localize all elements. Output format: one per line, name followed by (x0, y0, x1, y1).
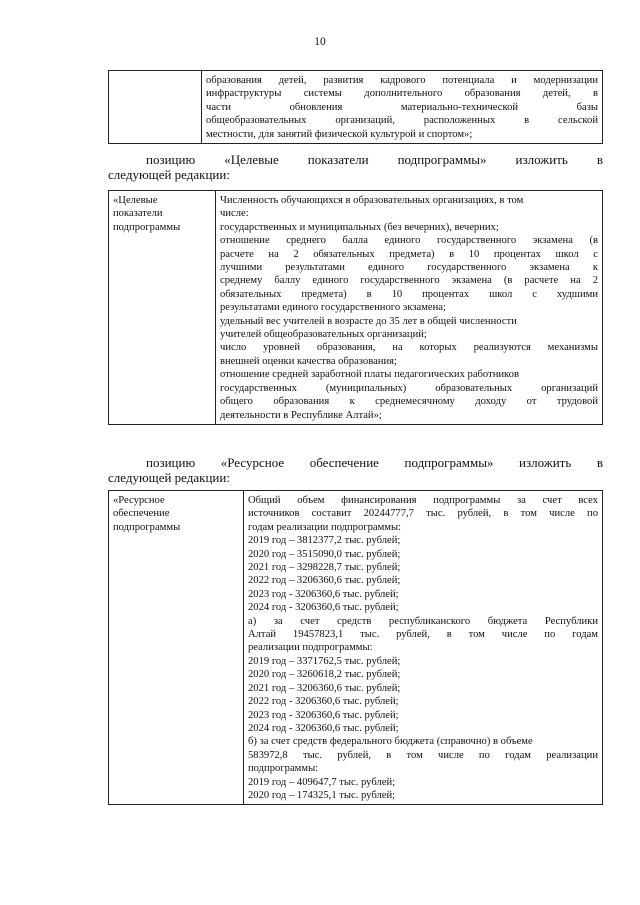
paragraph-line: позицию «Целевые показатели подпрограммы» изложить в (146, 153, 603, 167)
text-line: 2021 год – 3298228,7 тыс. рублей; (248, 562, 401, 574)
text-line: числе: (220, 208, 249, 220)
paragraph-line: следующей редакции: (108, 469, 230, 485)
text-line: число уровней образования, на которых реализуются механизмы (220, 342, 598, 354)
text-line: 2019 год – 3371762,5 тыс. рублей; (248, 655, 401, 667)
text-line: источников составит 20244777,7 тыс. рублей, в том числе по (248, 508, 598, 520)
text-line: учителей общеобразовательных организаций; (220, 329, 427, 341)
text-line: Численность обучающихся в образовательных организациях, в том (220, 195, 524, 206)
text-line: удельный вес учителей в возрасте до 35 лет в общей численности (220, 315, 517, 327)
text-line: внешней оценки качества образования; (220, 355, 397, 367)
table-resource-provision (108, 490, 603, 805)
table-cell-label (109, 491, 244, 805)
text-line: части обновления материально-технической базы (206, 101, 598, 113)
table-cell-empty (109, 71, 202, 144)
text-line: общего образования к среднемесячному доходу от трудовой (220, 396, 598, 408)
paragraph-line: следующей редакции: (108, 166, 230, 182)
text-line: 2020 год – 3260618,2 тыс. рублей; (248, 669, 401, 681)
table-target-indicators (108, 190, 603, 425)
label-line: «Целевые (113, 195, 158, 206)
label-line: «Ресурсное (113, 495, 165, 506)
table-cell-text (202, 71, 603, 144)
text-line: местности, для занятий физической культурой и спортом»; (206, 128, 473, 140)
text-line: 583972,8 тыс. рублей, в том числе по годам реализации (248, 749, 598, 761)
text-line: образования детей, развития кадрового потенциала и модернизации (206, 75, 598, 86)
text-line: 2022 год - 3206360,6 тыс. рублей; (248, 696, 399, 708)
text-line: общеобразовательных организаций, расположенных в сельской (206, 115, 598, 127)
text-line: обязательных предмета) в 10 процентах школ с худшими (220, 288, 598, 300)
text-line: реализации подпрограммы: (248, 642, 373, 654)
page-number: 10 (314, 36, 326, 48)
text-line: 2024 год - 3206360,6 тыс. рублей; (248, 602, 399, 614)
text-line: среднему баллу единого государственного экзамена (в расчете на 2 (220, 275, 598, 287)
text-line: 2019 год – 409647,7 тыс. рублей; (248, 776, 396, 788)
table-continuation (108, 70, 603, 144)
text-line: 2021 год – 3206360,6 тыс. рублей; (248, 682, 401, 694)
text-line: подпрограммы: (248, 763, 319, 775)
text-line: 2023 год - 3206360,6 тыс. рублей; (248, 709, 399, 721)
text-line: деятельности в Республике Алтай»; (220, 409, 382, 421)
table-row (109, 191, 603, 425)
text-line: результатами единого государственного экзамена; (220, 302, 446, 314)
text-line: Алтай 19457823,1 тыс. рублей, в том числе по годам (248, 629, 598, 641)
text-line: 2024 год - 3206360,6 тыс. рублей; (248, 722, 399, 734)
text-line: а) за счет средств республиканского бюджета Республики (248, 615, 598, 627)
text-line: 2022 год – 3206360,6 тыс. рублей; (248, 575, 401, 587)
text-line: отношение средней заработной платы педагогических работников (220, 369, 519, 381)
label-line: показатели (113, 208, 163, 220)
text-line: Общий объем финансирования подпрограммы за счет всех (248, 495, 598, 506)
label-line: обеспечение (113, 508, 170, 520)
table-cell-text (216, 191, 603, 425)
text-line: б) за счет средств федерального бюджета (справочно) в объеме (248, 736, 533, 748)
paragraph-line: позицию «Ресурсное обеспечение подпрограммы» изложить в (146, 456, 603, 470)
text-line: 2019 год – 3812377,2 тыс. рублей; (248, 535, 401, 547)
text-line: лучшими результатами единого государственного экзамена к (220, 262, 598, 274)
text-line: 2020 год – 174325,1 тыс. рублей; (248, 789, 396, 801)
text-line: инфраструктуры системы дополнительного образования детей, в (206, 88, 598, 100)
text-line: годам реализации подпрограммы: (248, 521, 402, 533)
paragraph-resource-provision (108, 456, 603, 486)
text-line: государственных и муниципальных (без вечерних), вечерних; (220, 221, 499, 233)
table-row (109, 71, 603, 144)
table-row (109, 491, 603, 805)
text-line: 2020 год – 3515090,0 тыс. рублей; (248, 548, 401, 560)
table-cell-text (244, 491, 603, 805)
text-line: расчете на 2 обязательных предмета) в 10 процентах школ с (220, 248, 598, 260)
text-line: отношение среднего балла единого государственного экзамена (в (220, 235, 598, 247)
paragraph-target-indicators (108, 153, 603, 183)
table-cell-label (109, 191, 216, 425)
label-line: подпрограммы (113, 521, 181, 533)
text-line: 2023 год - 3206360,6 тыс. рублей; (248, 588, 399, 600)
label-line: подпрограммы (113, 221, 181, 233)
text-line: государственных (муниципальных) образовательных организаций (220, 382, 598, 394)
